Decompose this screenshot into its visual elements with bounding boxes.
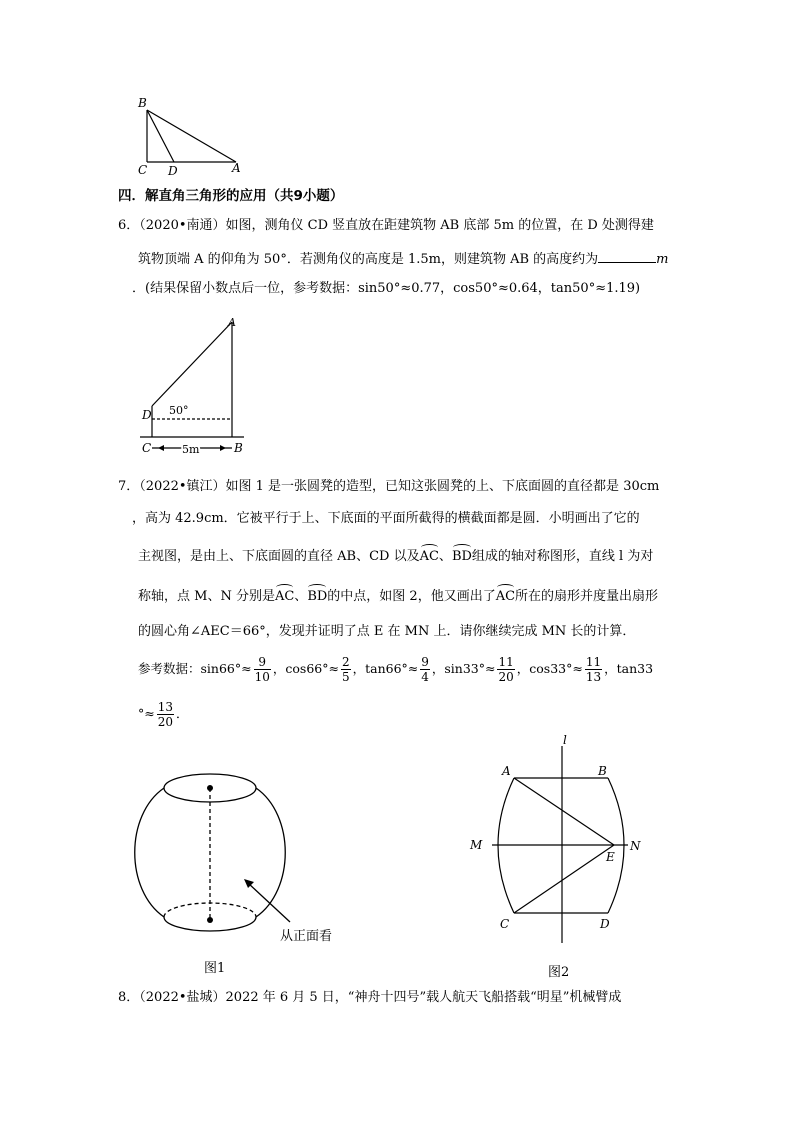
q7-line5: 的圆心角∠AEC＝66°，发现并证明了点 E 在 MN 上．请你继续完成 MN 长的计算． — [138, 624, 636, 639]
q7-reference-data — [138, 652, 698, 686]
label-C: C — [138, 163, 148, 177]
label-A: A — [502, 764, 511, 778]
label-B: B — [138, 96, 147, 110]
fig2-caption: 图2 — [548, 965, 570, 980]
label-l: l — [563, 733, 567, 747]
arc-ac: AC — [496, 587, 515, 607]
q7-line1: 7．（2022•镇江）如图 1 是一张圆凳的造型，已知这张圆凳的上、下底面圆的直径都是 30cm — [118, 479, 660, 494]
ref-label: 参考数据：sin66°≈ — [138, 661, 252, 676]
angle-label: 50° — [169, 404, 189, 417]
q6-line2 — [138, 248, 698, 270]
q7-reference-data-cont — [138, 697, 338, 731]
tan66-label: ，tan66°≈ — [352, 661, 419, 676]
label-M: M — [470, 838, 483, 852]
figure-triangle-bcda — [130, 92, 260, 184]
label-A: A — [232, 161, 241, 175]
frac-tan66: $\frac{9}{4}$ — [421, 655, 429, 684]
label-N: N — [630, 839, 641, 853]
period: ． — [176, 706, 189, 721]
label-D: D — [142, 408, 152, 422]
q6-line3: ．(结果保留小数点后一位，参考数据：sin50°≈0.77，cos50°≈0.64，tan50°≈1.19) — [132, 281, 641, 296]
label-C: C — [142, 441, 152, 455]
q7-line4d: 所在的扇形并度量出扇形 — [515, 589, 659, 604]
label-E: E — [606, 850, 615, 864]
frac-sin66: $\frac{9}{10}$ — [254, 655, 270, 684]
cos66-label: ，cos66°≈ — [272, 661, 339, 676]
arc-ac: AC — [275, 587, 294, 607]
q7-line2: ，高为 42.9cm．它被平行于上、下底面的平面所截得的横截面都是圆．小明画出了它的 — [132, 511, 640, 526]
q7-line3 — [138, 547, 698, 567]
q6-line1: 6．（2020•南通）如图，测角仪 CD 竖直放在距建筑物 AB 底部 5m 的位置，在 D 处测得建 — [118, 218, 654, 233]
label-B: B — [598, 764, 607, 778]
frac-tan33: $\frac{13}{20}$ — [157, 700, 174, 729]
figure-q6-building — [130, 312, 260, 462]
figure-2-front-view — [462, 728, 662, 986]
q7-line4c: 的中点，如图 2，他又画出了 — [327, 589, 496, 604]
fig1-caption: 图1 — [204, 961, 226, 976]
label-A: A — [228, 316, 236, 329]
q6-unit: m — [656, 252, 669, 267]
tan33-label: ，tan33 — [604, 661, 654, 676]
q7-line3a: 主视图，是由上、下底面圆的直径 AB、CD 以及 — [138, 549, 420, 564]
q7-line4a: 称轴，点 M、N 分别是 — [138, 589, 275, 604]
label-D: D — [168, 164, 178, 178]
label-B: B — [234, 441, 243, 455]
q7-line4b: 、 — [294, 589, 308, 604]
frac-cos33: $\frac{11}{13}$ — [585, 655, 602, 684]
sin33-label: ，sin33°≈ — [431, 661, 496, 676]
cos33-label: ，cos33°≈ — [516, 661, 583, 676]
q7-line3c: 组成的轴对称图形，直线 l 为对 — [471, 549, 654, 564]
arc-bd: BD — [307, 587, 327, 607]
tan33-approx: °≈ — [138, 706, 155, 721]
label-C: C — [500, 917, 510, 931]
q6-line2-text: 筑物顶端 A 的仰角为 50°．若测角仪的高度是 1.5m，则建筑物 AB 的高度约为 — [138, 252, 599, 267]
section-heading: 四．解直角三角形的应用（共9小题） — [118, 188, 344, 204]
distance-label: 5m — [182, 443, 200, 456]
q7-line3b: 、 — [438, 549, 452, 564]
frac-cos66: $\frac{2}{5}$ — [341, 655, 350, 684]
q8-line1: 8．（2022•盐城）2022 年 6 月 5 日，“神舟十四号”载人航天飞船搭载“明星”机械臂成 — [118, 990, 622, 1005]
q7-line4 — [138, 587, 698, 607]
view-label: 从正面看 — [280, 929, 333, 944]
answer-blank[interactable] — [598, 248, 656, 263]
arc-bd: BD — [452, 547, 472, 567]
frac-sin33: $\frac{11}{20}$ — [498, 655, 514, 684]
figure-1-stool — [130, 760, 370, 982]
arc-ac: AC — [420, 547, 439, 567]
label-D: D — [600, 917, 610, 931]
